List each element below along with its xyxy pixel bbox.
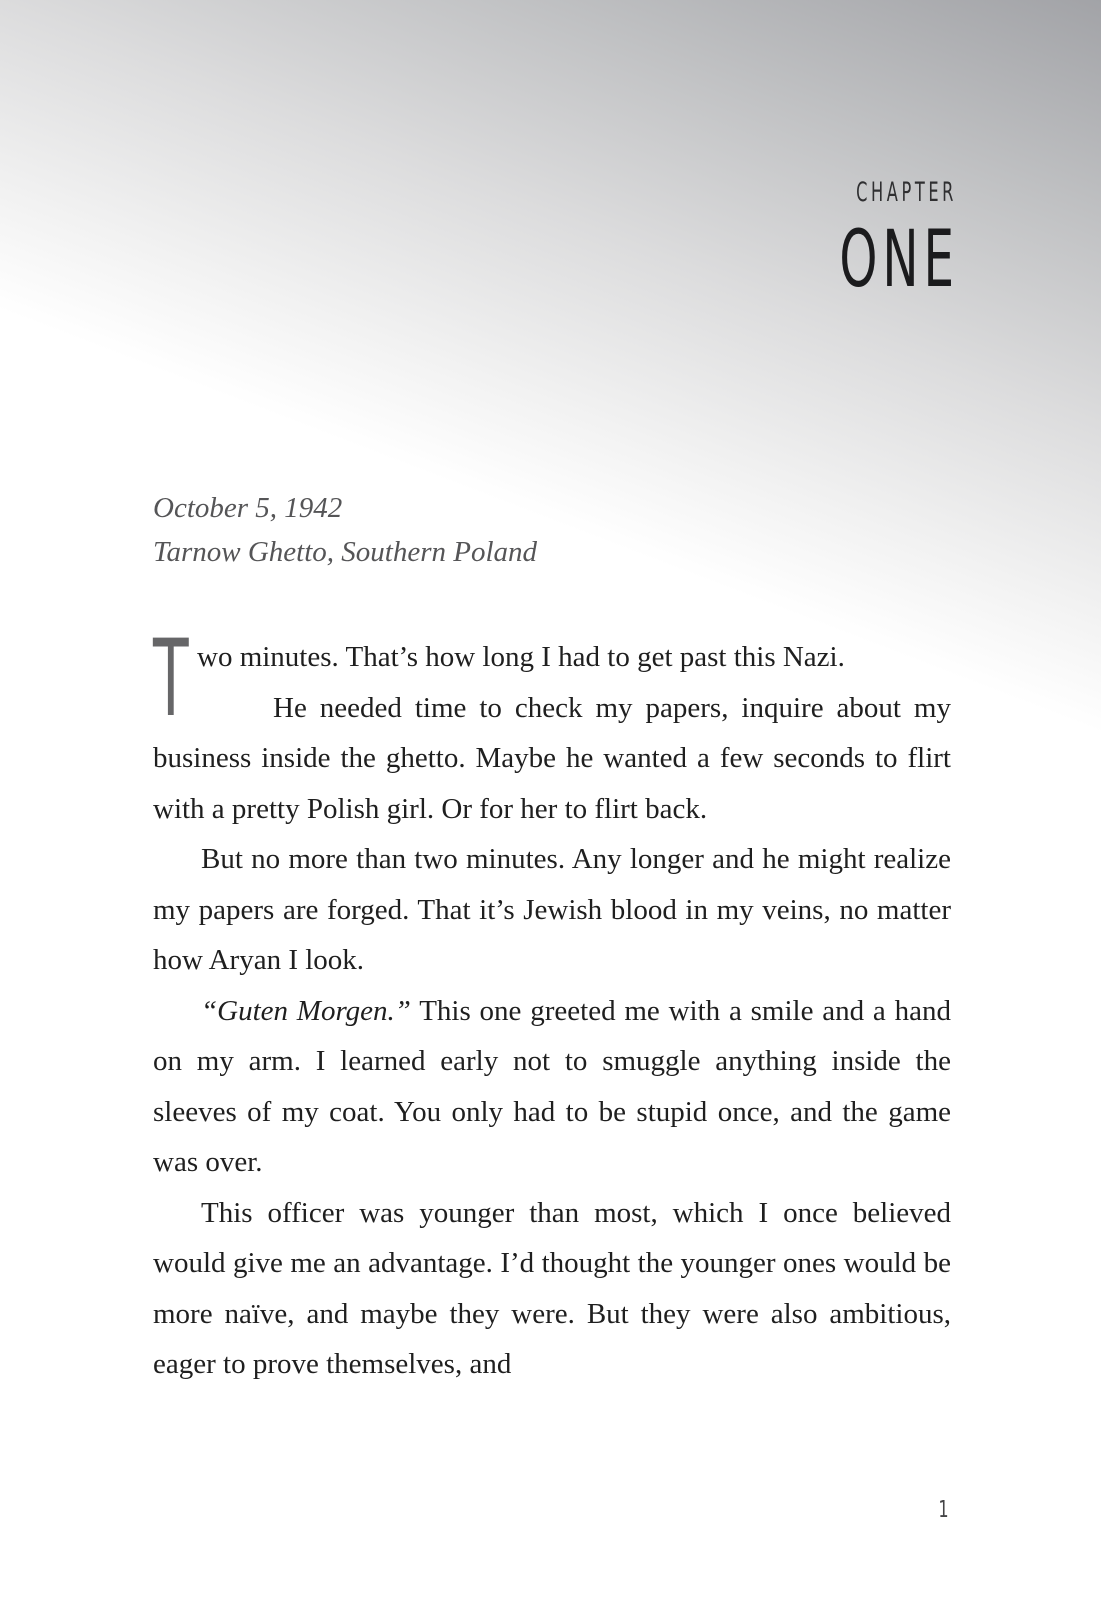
paragraph-5: This officer was younger than most, which I once believed would give me an advantage. I’d thought the younger ones would be more naïve, and maybe they were. But they were also ambitious, eager to prove themselves, and [153,1196,951,1380]
paragraph-1 [153,617,951,740]
paragraph-1-text: wo minutes. That’s how long I had to get past this Nazi. [197,641,845,673]
drop-cap: T [153,617,189,740]
page-number: 1 [938,1497,949,1523]
chapter-heading [766,176,959,305]
paragraph-2: He needed time to check my papers, inquire about my business inside the ghetto. Maybe he wanted a few seconds to flirt with a pretty Polish girl. Or for her to flirt back. [153,691,951,825]
chapter-body [153,617,951,1390]
dateline-place: Tarnow Ghetto, Southern Poland [153,536,538,568]
chapter-label: CHAPTER [856,177,957,208]
dateline [153,486,537,574]
paragraph-4-text: This one greeted me with a smile and a hand on my arm. I learned early not to smuggle anything inside the sleeves of my coat. You only had to be stupid once, and the game was over. [153,994,951,1178]
paragraph-4-quote: “Guten Morgen.” [201,994,411,1027]
paragraph-3: But no more than two minutes. Any longer and he might realize my papers are forged. That it’s Jewish blood in my veins, no matter how Aryan I look. [153,843,951,976]
chapter-number: ONE [839,215,959,305]
dateline-date: October 5, 1942 [153,492,343,524]
paragraph-4 [153,986,951,1188]
